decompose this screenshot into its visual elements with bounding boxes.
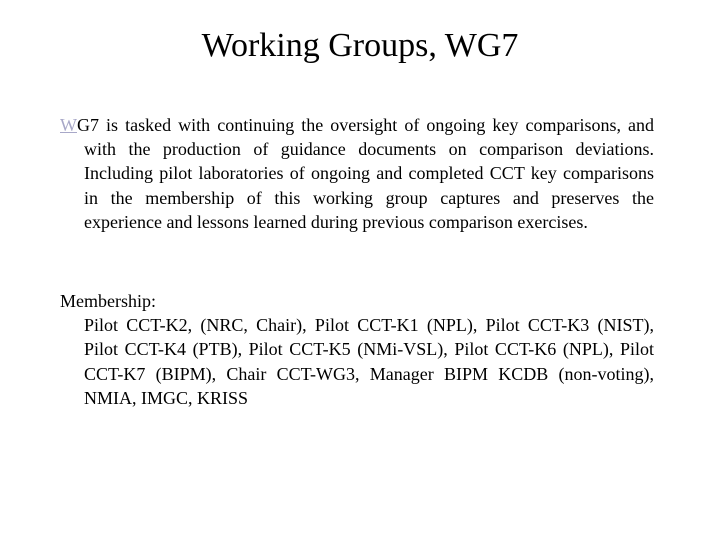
wg7-description-paragraph	[60, 113, 654, 234]
wg7-description-text: G7 is tasked with continuing the oversight of ongoing key comparisons, and with the production of guidance documents on comparison deviations. Including pilot laboratories of ongoing and completed CCT key comparisons in the membership of this working group captures and preserves the experience and lessons learned during previous comparison exercises.	[77, 115, 654, 232]
slide-title: Working Groups, WG7	[201, 27, 519, 64]
lead-letter-link[interactable]: W	[60, 115, 77, 135]
membership-label: Membership:	[60, 291, 156, 311]
membership-paragraph	[60, 289, 654, 410]
membership-list-text: Pilot CCT-K2, (NRC, Chair), Pilot CCT-K1 (NPL), Pilot CCT-K3 (NIST), Pilot CCT-K4 (PTB), Pilot CCT-K5 (NMi-VSL), Pilot CCT-K6 (NPL), Pilot CCT-K7 (BIPM), Chair CCT-WG3, Manager BIPM KCDB (non-voting), NMIA, IMGC, KRISS	[84, 315, 654, 408]
